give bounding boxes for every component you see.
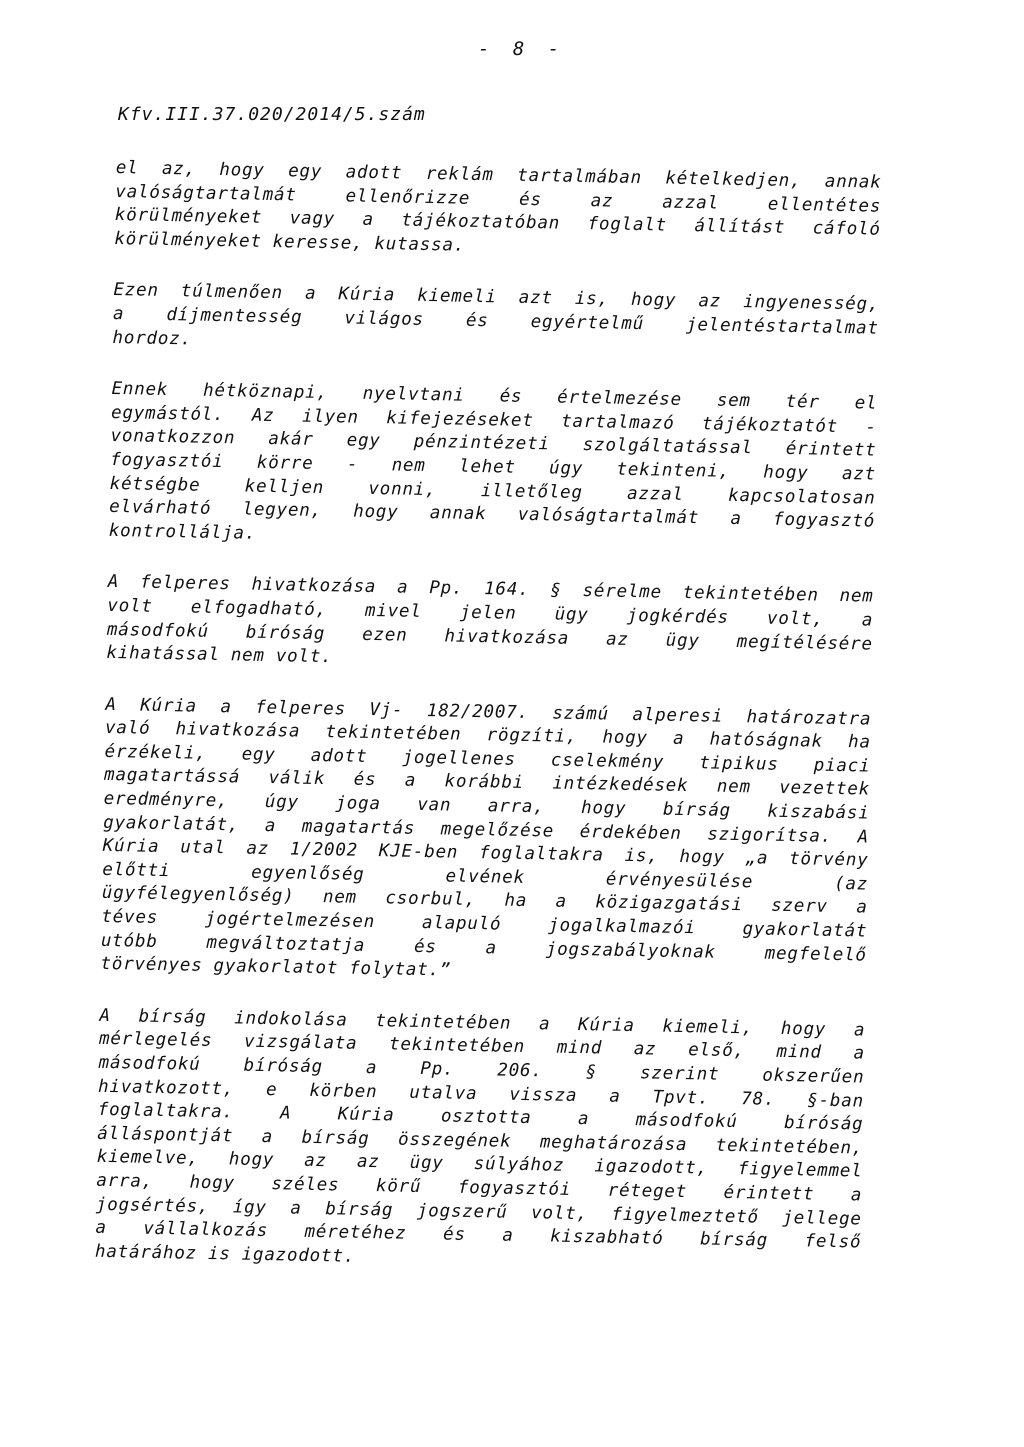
- text-line: A felperes hivatkozása a Pp. 164. § sérelme tekintetében nem: [107, 572, 874, 607]
- paragraph: [106, 571, 874, 680]
- text-line: magatartássá válik és a korábbi intézkedések nem vezettek: [103, 765, 871, 801]
- text-line: előtti egyenlőség elvének érvényesülése (az: [102, 859, 869, 895]
- text-line: arra, hogy széles körű fogyasztói réteget érintett a: [96, 1170, 863, 1206]
- text-line: álláspontját a bírság összegének meghatározása tekintetében,: [97, 1123, 864, 1159]
- text-line: Kúria utal az 1/2002 KJE-ben foglaltakra is, hogy „a törvény: [102, 836, 869, 871]
- text-line: valóságtartalmát ellenőrizze és az azzal ellentétes: [115, 181, 882, 217]
- text-line: gyakorlatát, a magatartás megelőzése érdekében szigorítsa. A: [103, 812, 870, 848]
- paragraph: [109, 378, 878, 558]
- text-line: hordoz.: [112, 327, 193, 350]
- text-line: körülményeket keresse, kutassa.: [114, 228, 466, 256]
- text-line: másodfokú bíróság a Pp. 206. § szerint okszerűen: [98, 1052, 865, 1088]
- paragraph: [112, 279, 879, 364]
- text-line: határához is igazodott.: [94, 1241, 356, 1267]
- text-line: másodfokú bíróság ezen hivatkozása az ügy megítélésére: [106, 619, 873, 655]
- text-line: a díjmentesség világos és egyértelmű jelentéstartalmat: [112, 303, 879, 339]
- page-number: - 8 -: [478, 38, 566, 60]
- text-line: mérlegelés vizsgálata tekintetében mind az első, mind a: [98, 1029, 866, 1064]
- text-line: fogyasztói körre - nem lehet úgy tekinteni, hogy azt: [109, 449, 877, 485]
- paragraph: [114, 157, 882, 266]
- text-line: vonatkozzon akár egy pénzintézeti szolgáltatással érintett: [110, 426, 877, 461]
- text-line: egymástól. Az ilyen kifejezéseket tartalmazó tájékoztatót -: [110, 402, 878, 438]
- text-line: A bírság indokolása tekintetében a Kúria kiemeli, hogy a: [99, 1005, 866, 1041]
- text-line: Ennek hétköznapi, nyelvtani és értelmezése sem tér el: [111, 379, 878, 414]
- text-line: el az, hogy egy adott reklám tartalmában kételkedjen, annak: [115, 157, 882, 193]
- text-line: érzékeli, egy adott jogellenes cselekmény tipikus piaci: [104, 741, 871, 777]
- text-line: eredményre, úgy joga van arra, hogy bírság kiszabási: [103, 788, 870, 824]
- document-body: [94, 157, 882, 1307]
- text-line: kiemelve, hogy az az ügy súlyához igazodott, figyelemmel: [96, 1147, 863, 1182]
- text-line: Ezen túlmenően a Kúria kiemeli azt is, hogy az ingyenesség,: [113, 280, 880, 316]
- text-line: jogsértés, így a bírság jogszerű volt, figyelmeztető jellege: [95, 1194, 862, 1230]
- text-line: a vállalkozás méretéhez és a kiszabható bírság felső: [95, 1217, 862, 1253]
- text-line: A Kúria a felperes Vj- 182/2007. számú alperesi határozatra: [105, 694, 872, 730]
- case-number: Kfv.III.37.020/2014/5.szám: [118, 104, 426, 125]
- text-line: téves jogértelmezésen alapuló jogalkalmazói gyakorlatát: [101, 906, 868, 942]
- text-line: kihatással nem volt.: [106, 643, 333, 668]
- text-line: ügyfélegyenlőség) nem csorbul, ha a közigazgatási szerv a: [101, 883, 868, 919]
- text-line: kontrollálja.: [108, 520, 257, 544]
- text-line: utóbb megváltoztatja és a jogszabályoknak megfelelő: [100, 930, 867, 966]
- text-line: kétségbe kelljen vonni, illetőleg azzal kapcsolatosan: [109, 473, 876, 509]
- text-line: való hivatkozása tekintetében rögzíti, hogy a hatóságnak ha: [104, 718, 871, 753]
- paragraph: [100, 694, 871, 992]
- text-line: hivatkozott, e körben utalva vissza a Tpvt. 78. §-ban: [97, 1076, 865, 1112]
- paragraph: [95, 1005, 866, 1279]
- text-line: foglaltakra. A Kúria osztotta a másodfokú bíróság: [97, 1100, 864, 1135]
- text-line: körülményeket vagy a tájékoztatóban foglalt állítást cáfoló: [114, 205, 881, 240]
- text-line: volt elfogadható, mivel jelen ügy jogkérdés volt, a: [107, 595, 874, 631]
- text-line: törvényes gyakorlatot folytat.”: [100, 954, 452, 981]
- text-line: elvárható legyen, hogy annak valóságtartalmát a fogyasztó: [109, 497, 876, 532]
